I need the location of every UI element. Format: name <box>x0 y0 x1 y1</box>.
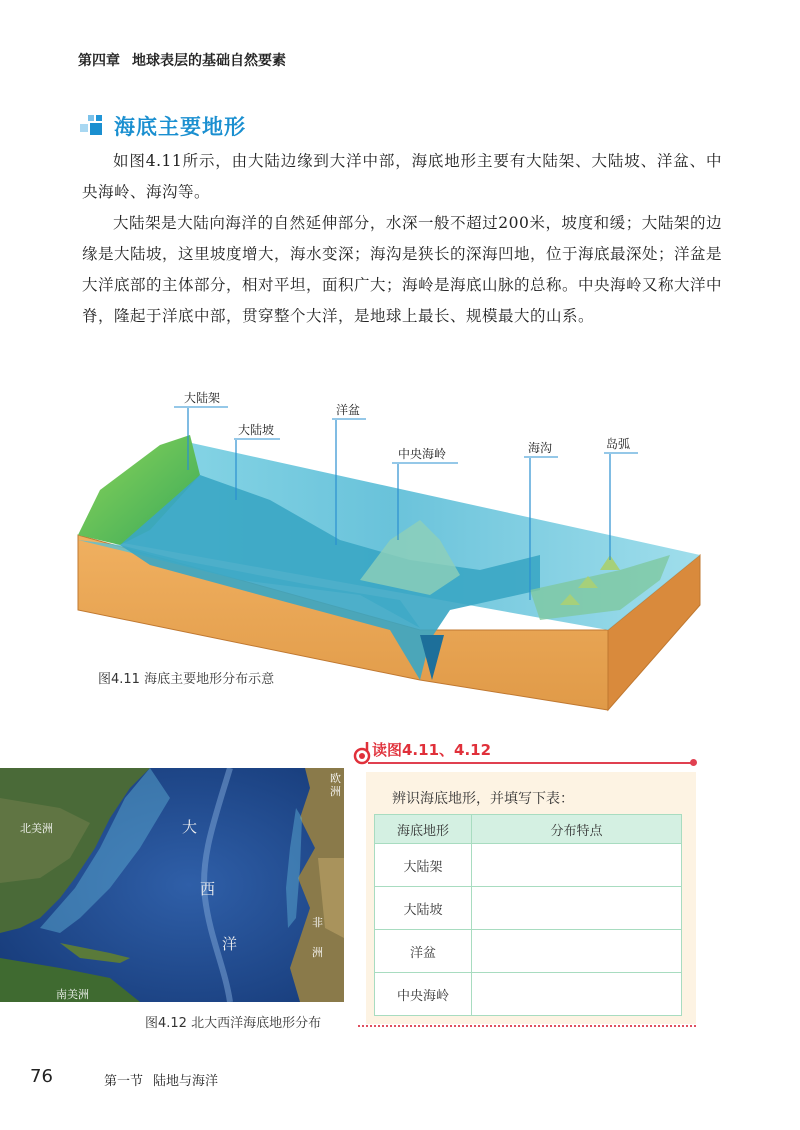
page-number: 76 <box>30 1066 53 1087</box>
section-title-text: 海底主要地形 <box>114 115 246 139</box>
answer-cell[interactable] <box>472 887 682 930</box>
table-row <box>375 973 682 1016</box>
label-ocean-1: 大 <box>182 818 198 836</box>
chapter-title: 地球表层的基础自然要素 <box>132 53 286 69</box>
answer-cell[interactable] <box>472 930 682 973</box>
activity-title: 读图4.11、4.12 <box>372 741 492 759</box>
label-ocean-3: 洋 <box>222 935 238 953</box>
col-distribution: 分布特点 <box>472 815 682 844</box>
activity-dot <box>690 759 697 766</box>
footer-section-number: 第一节 <box>104 1074 144 1089</box>
answer-cell[interactable] <box>472 973 682 1016</box>
table-row <box>375 930 682 973</box>
chapter-header <box>78 50 286 70</box>
square-blocks-icon <box>78 115 104 137</box>
label-south-america: 南美洲 <box>56 988 89 1001</box>
answer-cell[interactable] <box>472 844 682 887</box>
section-title <box>78 112 246 140</box>
label-island-arc: 岛弧 <box>606 437 631 451</box>
label-mid-ocean-ridge: 中央海岭 <box>398 447 447 461</box>
paragraph-2: 大陆架是大陆向海洋的自然延伸部分，水深一般不超过200米，坡度和缓；大陆架的边缘是大陆坡，这里坡度增大，海水变深；海沟是狭长的深海凹地，位于海底最深处；洋盆是大洋底部的主体部分，相对平坦，面积广大；海岭是海底山脉的总称。中央海岭又称大洋中脊，隆起于洋底中部，贯穿整个大洋，是地球上最长、规模最大的山系。 <box>82 214 723 325</box>
label-ocean-2: 西 <box>200 880 216 898</box>
landform-table <box>374 814 682 1016</box>
activity-divider <box>368 762 694 764</box>
activity-box <box>366 772 696 1024</box>
chapter-number: 第四章 <box>78 53 120 69</box>
label-ocean-basin: 洋盆 <box>336 403 361 417</box>
row-label: 大陆架 <box>375 844 472 887</box>
paragraph-1: 如图4.11所示，由大陆边缘到大洋中部，海底地形主要有大陆架、大陆坡、洋盆、中央海岭、海沟等。 <box>82 152 722 201</box>
table-row <box>375 887 682 930</box>
row-label: 大陆坡 <box>375 887 472 930</box>
north-atlantic-map <box>0 768 344 1002</box>
label-europe: 欧洲 <box>330 772 341 798</box>
figure-4-11-caption: 图4.11 海底主要地形分布示意 <box>98 672 275 687</box>
label-africa: 非洲 <box>312 916 323 959</box>
figure-4-12-caption: 图4.12 北大西洋海底地形分布 <box>145 1016 322 1031</box>
row-label: 洋盆 <box>375 930 472 973</box>
label-trench: 海沟 <box>528 441 553 455</box>
paragraph-intro <box>82 146 722 208</box>
row-label: 中央海岭 <box>375 973 472 1016</box>
activity-instruction: 辨识海底地形，并填写下表： <box>392 791 574 807</box>
label-north-america: 北美洲 <box>20 822 53 835</box>
footer-section-title: 陆地与海洋 <box>153 1074 219 1089</box>
footer-section <box>104 1070 218 1089</box>
label-continental-shelf: 大陆架 <box>184 391 221 405</box>
label-continental-slope: 大陆坡 <box>238 423 275 437</box>
map-graphic <box>0 768 344 1002</box>
col-landform: 海底地形 <box>375 815 472 844</box>
table-header-row <box>375 815 682 844</box>
paragraph-detail <box>82 208 722 332</box>
table-row <box>375 844 682 887</box>
activity-header <box>352 738 698 768</box>
